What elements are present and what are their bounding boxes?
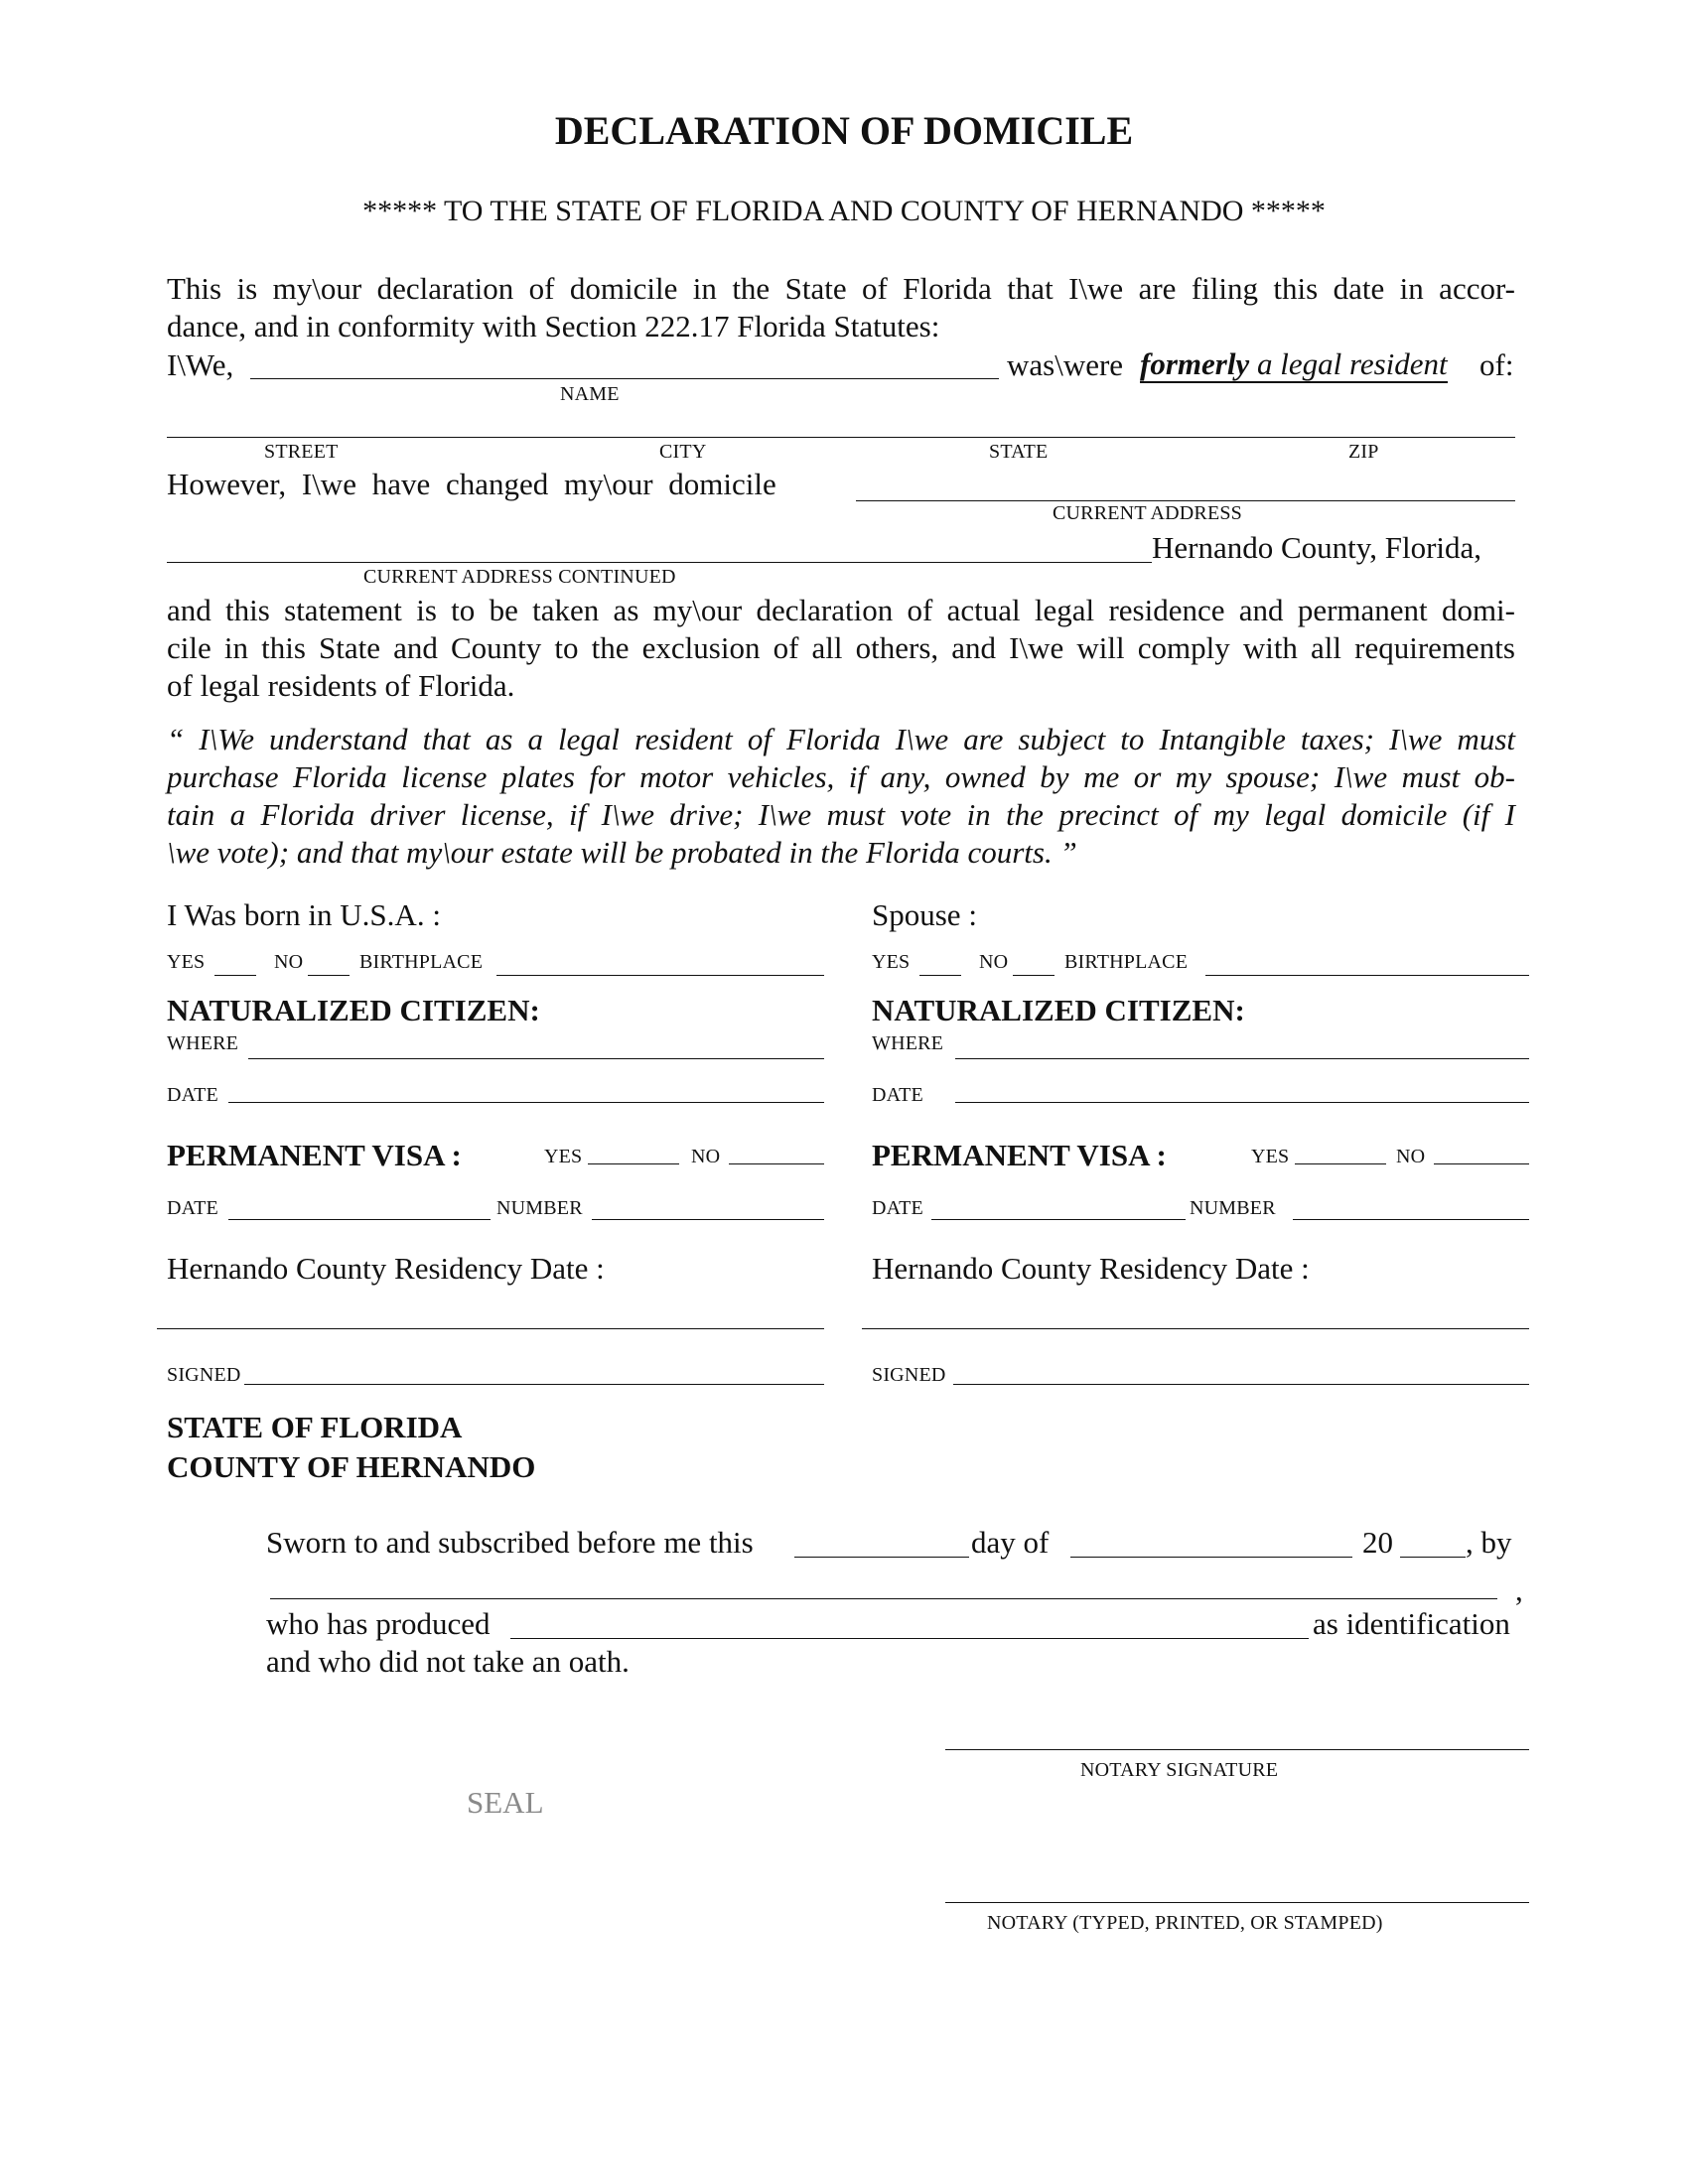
spouse-visa-no-field[interactable] — [1434, 1163, 1529, 1164]
page-subtitle: ***** TO THE STATE OF FLORIDA AND COUNTY OF HERNANDO ***** — [362, 195, 1326, 227]
spouse-visa-no-label: NO — [1396, 1146, 1426, 1167]
quote-line-4: \we vote); and that my\our estate will be probated in the Florida courts. ” — [167, 835, 1077, 870]
quote-paragraph — [167, 721, 1515, 872]
visa-date-label: DATE — [167, 1197, 218, 1219]
sworn-day-field[interactable] — [794, 1557, 969, 1558]
visa-number-label: NUMBER — [496, 1197, 583, 1219]
visa-yes-field[interactable] — [588, 1163, 679, 1164]
residency-date-field[interactable] — [157, 1328, 824, 1329]
current-address-label: CURRENT ADDRESS — [1053, 502, 1243, 524]
year-prefix-text: 20 — [1362, 1525, 1393, 1560]
sworn-month-field[interactable] — [1070, 1557, 1352, 1558]
spouse-visa-yes-field[interactable] — [1295, 1163, 1386, 1164]
current-address-continued-field[interactable] — [167, 562, 1152, 563]
spouse-born-no-field[interactable] — [1013, 975, 1055, 976]
visa-heading: PERMANENT VISA : — [167, 1138, 462, 1172]
spouse-born-yes-field[interactable] — [919, 975, 961, 976]
spouse-where-label: WHERE — [872, 1032, 944, 1054]
spouse-birthplace-label: BIRTHPLACE — [1064, 951, 1189, 973]
where-label: WHERE — [167, 1032, 239, 1054]
identification-field[interactable] — [510, 1638, 1309, 1639]
statement-line-2: cile in this State and County to the exclusion of all others, and I\we will comply with all requirements — [167, 630, 1515, 665]
state-label: STATE — [989, 441, 1049, 463]
seal-placeholder: SEAL — [467, 1785, 544, 1820]
current-address-field[interactable] — [856, 500, 1515, 501]
quote-line-3: tain a Florida driver license, if I\we drive; I\we must vote in the precinct of my legal domicile (if I — [167, 797, 1515, 832]
visa-no-label: NO — [691, 1146, 721, 1167]
street-label: STREET — [264, 441, 339, 463]
spouse-naturalized-date-label: DATE — [872, 1084, 923, 1106]
residency-date-label: Hernando County Residency Date : — [167, 1251, 605, 1286]
signed-field[interactable] — [244, 1384, 824, 1385]
spouse-born-yes-label: YES — [872, 951, 911, 973]
spouse-visa-date-label: DATE — [872, 1197, 923, 1219]
born-yes-label: YES — [167, 951, 206, 973]
name-field[interactable] — [250, 378, 999, 379]
intro-line-2: dance, and in conformity with Section 222.17 Florida Statutes: — [167, 309, 940, 343]
naturalized-date-field[interactable] — [228, 1102, 824, 1103]
zip-label: ZIP — [1348, 441, 1379, 463]
notary-typed-label: NOTARY (TYPED, PRINTED, OR STAMPED) — [987, 1912, 1383, 1934]
name-label: NAME — [560, 383, 620, 405]
visa-yes-label: YES — [544, 1146, 583, 1167]
notary-signature-field[interactable] — [945, 1749, 1529, 1750]
birthplace-label: BIRTHPLACE — [359, 951, 484, 973]
spouse-naturalized-date-field[interactable] — [955, 1102, 1529, 1103]
intro-paragraph — [167, 270, 1515, 345]
county-text: Hernando County, Florida, — [1152, 530, 1482, 565]
waswere-label: was\were — [1007, 347, 1124, 382]
notary-typed-field[interactable] — [945, 1902, 1529, 1903]
identification-text: as identification — [1313, 1606, 1510, 1641]
where-field[interactable] — [248, 1058, 824, 1059]
oath-text: and who did not take an oath. — [266, 1644, 630, 1679]
by-text: , by — [1466, 1525, 1512, 1560]
sworn-text: Sworn to and subscribed before me this — [266, 1525, 754, 1560]
spouse-residency-date-label: Hernando County Residency Date : — [872, 1251, 1310, 1286]
subscriber-comma: , — [1515, 1572, 1523, 1607]
naturalized-heading: NATURALIZED CITIZEN: — [167, 993, 540, 1027]
statement-line-3: of legal residents of Florida. — [167, 668, 515, 703]
spouse-where-field[interactable] — [955, 1058, 1529, 1059]
spouse-visa-heading: PERMANENT VISA : — [872, 1138, 1167, 1172]
born-yes-field[interactable] — [214, 975, 256, 976]
city-label: CITY — [659, 441, 707, 463]
visa-date-field[interactable] — [228, 1219, 491, 1220]
spouse-visa-number-label: NUMBER — [1190, 1197, 1276, 1219]
spouse-naturalized-heading: NATURALIZED CITIZEN: — [872, 993, 1245, 1027]
statement-paragraph — [167, 592, 1515, 705]
born-no-field[interactable] — [308, 975, 350, 976]
quote-line-1: “ I\We understand that as a legal resident of Florida I\we are subject to Intangible taxes; I\we must — [167, 722, 1515, 756]
formerly-text: formerly — [1140, 346, 1250, 381]
quote-line-2: purchase Florida license plates for motor vehicles, if any, owned by me or my spouse; I\we must ob- — [167, 759, 1515, 794]
spouse-visa-number-field[interactable] — [1293, 1219, 1529, 1220]
notary-signature-label: NOTARY SIGNATURE — [1080, 1759, 1279, 1781]
statement-line-1: and this statement is to be taken as my\our declaration of actual legal residence and permanent domi- — [167, 593, 1515, 627]
page-title: DECLARATION OF DOMICILE — [554, 108, 1134, 153]
spouse-visa-date-field[interactable] — [931, 1219, 1186, 1220]
birthplace-field[interactable] — [496, 975, 824, 976]
spouse-visa-yes-label: YES — [1251, 1146, 1290, 1167]
state-of-florida-heading: STATE OF FLORIDA — [167, 1410, 463, 1444]
intro-line-1: This is my\our declaration of domicile in the State of Florida that I\we are filing this date in accor- — [167, 271, 1515, 306]
however-text: However, I\we have changed my\our domicile — [167, 467, 776, 501]
spouse-signed-field[interactable] — [953, 1384, 1529, 1385]
born-no-label: NO — [274, 951, 304, 973]
county-of-hernando-heading: COUNTY OF HERNANDO — [167, 1449, 536, 1484]
born-usa-label: I Was born in U.S.A. : — [167, 897, 441, 932]
spouse-birthplace-field[interactable] — [1205, 975, 1529, 976]
sworn-year-field[interactable] — [1400, 1557, 1466, 1558]
naturalized-date-label: DATE — [167, 1084, 218, 1106]
iwe-label: I\We, — [167, 347, 234, 382]
spouse-label: Spouse : — [872, 897, 977, 932]
produced-text: who has produced — [266, 1606, 491, 1641]
spouse-residency-date-field[interactable] — [862, 1328, 1529, 1329]
visa-no-field[interactable] — [729, 1163, 824, 1164]
visa-number-field[interactable] — [592, 1219, 824, 1220]
signed-label: SIGNED — [167, 1364, 241, 1386]
formerly-legal-resident — [1140, 347, 1448, 383]
former-address-field[interactable] — [167, 437, 1515, 438]
spouse-born-no-label: NO — [979, 951, 1009, 973]
current-address-continued-label: CURRENT ADDRESS CONTINUED — [363, 566, 676, 588]
legal-resident-text: a legal resident — [1256, 346, 1448, 381]
subscriber-name-field[interactable] — [270, 1598, 1497, 1599]
spouse-signed-label: SIGNED — [872, 1364, 946, 1386]
day-of-text: day of — [971, 1525, 1050, 1560]
of-label: of: — [1479, 347, 1514, 382]
